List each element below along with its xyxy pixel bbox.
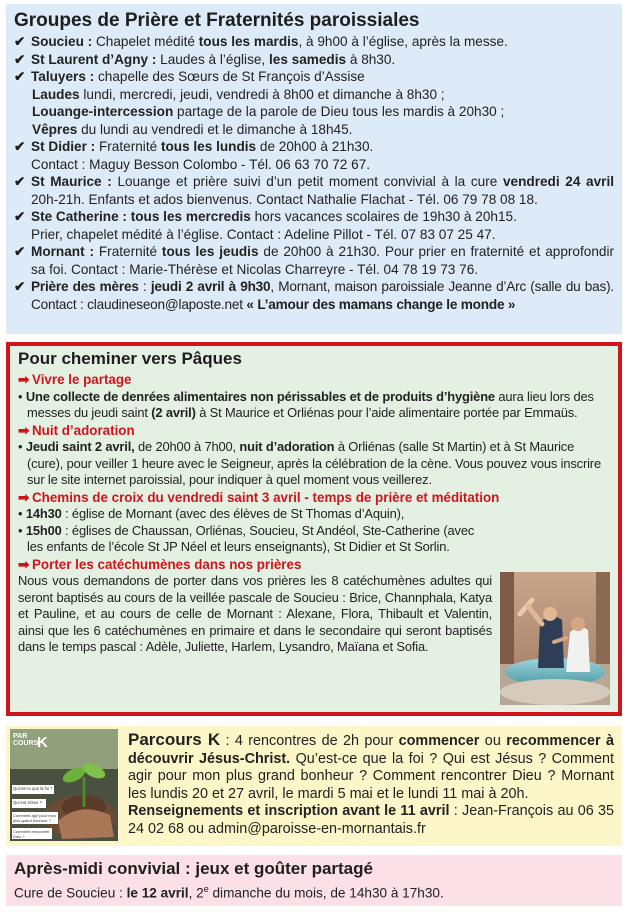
arrow-right-icon: ➡ [18, 372, 30, 387]
easter-section [6, 342, 622, 716]
group-meres: ✔ Prière des mères : jeudi 2 avril à 9h30, Mornant, maison paroissiale Jeanne d’Arc (salle du bas). Contact : claudineseon@laposte.net « L’amour des mamans change le monde » [14, 279, 615, 312]
parcours-k-section [6, 726, 622, 846]
section-title-adoration: ➡ Nuit d’adoration [18, 422, 135, 438]
parcours-k-title: Parcours K [128, 730, 221, 749]
check-icon: ✔ [14, 51, 26, 67]
apres-midi-text: Cure de Soucieu : le 12 avril, 2e dimanche du mois, de 14h30 à 17h30. [14, 884, 444, 901]
check-icon: ✔ [14, 174, 26, 189]
bullet-icon: • [18, 388, 23, 404]
bullet-icon: • [18, 506, 23, 521]
st-didier-contact: Contact : Maguy Besson Colombo - Tél. 06 63 70 72 67. [31, 156, 371, 172]
group-taluyers: ✔ Taluyers : chapelle des Sœurs de St François d’Assise [14, 69, 365, 84]
prayer-groups-section [6, 4, 622, 334]
croix-1500: • 15h00 : églises de Chaussan, Orliénas, Soucieu, St Andéol, Ste-Catherine (avec les enfants de l’école St JP Néel et leurs enseignants), St Didier et St Sorlin. [18, 522, 475, 554]
section-title-catechumenes: ➡ Porter les catéchumènes dans nos prières [18, 556, 302, 572]
group-st-laurent: ✔ St Laurent d’Agny : Laudes à l’église, les samedis à 8h30. [14, 51, 396, 67]
check-icon: ✔ [14, 139, 26, 154]
group-ste-catherine: ✔ Ste Catherine : tous les mercredis hors vacances scolaires de 19h30 à 20h15. [14, 209, 517, 224]
image-question-2: Qui est Jésus ? [13, 800, 42, 805]
parcours-k-text [128, 731, 614, 838]
check-icon: ✔ [14, 279, 26, 294]
group-soucieu: ✔ Soucieu : Chapelet médité tous les mardis, à 9h00 à l’église, après la messe. [14, 34, 508, 49]
check-icon: ✔ [14, 244, 26, 259]
bullet-icon: • [18, 439, 23, 454]
bullet-icon: • [18, 522, 23, 538]
check-icon: ✔ [14, 34, 26, 49]
image-question-4: Comment rencontrer Dieu ? [13, 829, 50, 839]
taluyers-vepres: Vêpres du lundi au vendredi et le dimanche à 18h45. [32, 121, 353, 137]
group-st-didier: ✔ St Didier : Fraternité tous les lundis de 20h00 à 21h30. [14, 139, 374, 154]
check-icon: ✔ [14, 69, 26, 84]
partage-text: • Une collecte de denrées alimentaires non périssables et de produits d’hygiène aura lieu lors des messes du jeudi saint (2 avril) à St Maurice et Orliénas pour l’aide alimentaire portée par Emmaüs. [18, 388, 594, 420]
group-mornant: ✔ Mornant : Fraternité tous les jeudis de 20h00 à 21h30. Pour prier en fraternité et approfondir sa foi. Contact : Marie-Thérèse et Nicolas Charreyre - Tél. 04 78 19 73 76. [14, 244, 614, 277]
arrow-right-icon: ➡ [18, 422, 30, 438]
group-st-maurice: ✔ St Maurice : Louange et prière suivi d’un petit moment convivial à la cure vendredi 24 avril 20h-21h. Enfants et ados bienvenus. Contact Nathalie Flachat - Tél. 06 79 78 08 18. [14, 174, 615, 207]
catechumenes-text: Nous vous demandons de porter dans vos prières les 8 catéchumènes adultes qui seront baptisés au cours de la veillée pascale de Soucieu : Brice, Channphala, Katya et Pauline, et au cours de celle de Mornant : Alexane, Flora, Thibault et Valentin, ainsi que les 6 catéchumènes en primaire et dans le secondaire qui seront baptisés dans le temps pascal : Adèle, Juliette, Harlem, Lysandro, Maïana et Sofia. [18, 573, 492, 654]
apres-midi-title: Après-midi convivial : jeux et goûter partagé [14, 859, 373, 878]
taluyers-laudes: Laudes lundi, mercredi, jeudi, vendredi à 8h00 et dimanche à 8h30 ; [32, 86, 445, 102]
arrow-right-icon: ➡ [18, 556, 30, 572]
adoration-text: • Jeudi saint 2 avril, de 20h00 à 7h00, nuit d’adoration à Orliénas (salle St Martin) et à St Maurice (cure), pour veiller 1 heure avec le Seigneur, après la célébration de la cène. Vous pouvez vous inscrire sur le site internet paroissial, pour indiquer à quel moment vous veillerez. [18, 439, 601, 487]
section-title-chemins-de-croix: ➡ Chemins de croix du vendredi saint 3 avril - temps de prière et méditation [18, 489, 500, 505]
parcours-k-logo: PAR COURS K [13, 733, 48, 751]
baptism-photo [500, 572, 610, 705]
prayer-groups-title: Groupes de Prière et Fraternités paroissiales [14, 10, 420, 31]
taluyers-louange: Louange-intercession partage de la parole de Dieu tous les mardis à 20h30 ; [32, 104, 505, 119]
check-icon: ✔ [14, 209, 26, 224]
croix-1430: • 14h30 : église de Mornant (avec des élèves de St Thomas d’Aquin), [18, 506, 405, 521]
image-question-1: Qu'est-ce que la foi ? [13, 786, 53, 791]
section-title-partage: ➡ Vivre le partage [18, 372, 132, 387]
parcours-k-inscription: Renseignements et inscription avant le 11 avril : Jean-François au 06 35 24 02 68 ou admin@paroisse-en-mornantais.fr [128, 803, 614, 837]
image-question-3: Comment agir pour mon plus grand bonheur ? [13, 813, 57, 823]
arrow-right-icon: ➡ [18, 489, 30, 505]
ste-catherine-line2: Prier, chapelet médité à l’église. Contact : Adeline Pillot - Tél. 07 83 07 25 47. [31, 226, 496, 242]
easter-title: Pour cheminer vers Pâques [18, 349, 242, 368]
apres-midi-section [6, 855, 622, 906]
parcours-k-description: Parcours K : 4 rencontres de 2h pour commencer ou recommencer à découvrir Jésus-Christ. Qu’est-ce que la foi ? Qui est Jésus ? Comment agir pour mon plus grand bonheur ? Comment rencontrer Dieu ? Mornant les lundis 20 et 27 avril, le mardi 5 mai et le lundi 11 mai à 20h. [128, 730, 615, 802]
parcours-k-image [10, 729, 118, 841]
